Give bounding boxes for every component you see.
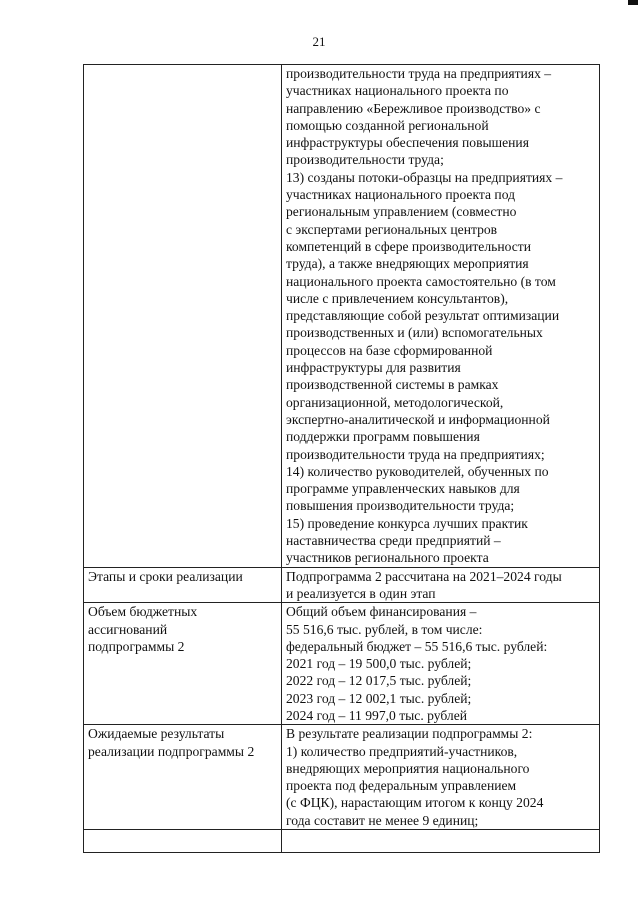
content-line: производственной системы в рамках (286, 377, 499, 393)
content-line: 2023 год – 12 002,1 тыс. рублей; (286, 690, 472, 706)
content-line: производительности труда на предприятиях – (286, 66, 552, 81)
content-line: 2021 год – 19 500,0 тыс. рублей; (286, 656, 472, 672)
content-line: помощью созданной региональной (286, 117, 489, 133)
row-content-cell (282, 725, 600, 830)
content-line: производительности труда на предприятиях; (286, 446, 545, 462)
content-line: федеральный бюджет – 55 516,6 тыс. рублей: (286, 638, 548, 654)
continuation-cell (282, 830, 600, 853)
content-line: наставничества среди предприятий – (286, 533, 501, 549)
label-line: реализации подпрограммы 2 (88, 743, 255, 759)
content-line: и реализуется в один этап (286, 585, 436, 601)
content-line: участников регионального проекта (286, 550, 489, 566)
table-row (84, 65, 600, 568)
content-line: числе с привлечением консультантов), (286, 290, 509, 306)
content-line: проекта под федеральным управлением (286, 778, 517, 794)
content-line: внедряющих мероприятия национального (286, 760, 530, 776)
content-line: 2022 год – 12 017,5 тыс. рублей; (286, 673, 472, 689)
content-line: повышения производительности труда; (286, 498, 515, 514)
content-line: участниках национального проекта по (286, 83, 509, 99)
label-line: ассигнований (88, 621, 168, 637)
content-line: процессов на базе сформированной (286, 342, 493, 358)
label-line: подпрограммы 2 (88, 638, 185, 654)
table-row (84, 567, 600, 603)
content-line: В результате реализации подпрограммы 2: (286, 726, 533, 742)
content-line: 15) проведение конкурса лучших практик (286, 515, 528, 531)
content-line: участниках национального проекта под (286, 187, 516, 203)
row-content-cell (282, 603, 600, 725)
content-line: 2024 год – 11 997,0 тыс. рублей (286, 707, 468, 723)
label-line: Этапы и сроки реализации (88, 568, 243, 584)
content-line: национального проекта самостоятельно (в том (286, 273, 556, 289)
content-line: года составит не менее 9 единиц; (286, 812, 479, 828)
content-line: с экспертами региональных центров (286, 221, 498, 237)
table-row (84, 603, 600, 725)
label-line: Объем бюджетных (88, 604, 198, 620)
label-line: Ожидаемые результаты (88, 726, 225, 742)
content-line: 55 516,6 тыс. рублей, в том числе: (286, 621, 483, 637)
content-line: компетенций в сфере производительности (286, 238, 531, 254)
content-line: Подпрограмма 2 рассчитана на 2021–2024 годы (286, 568, 562, 584)
scan-corner-mark (628, 0, 638, 5)
row-label-cell (84, 725, 282, 830)
content-line: инфраструктуры для развития (286, 360, 461, 376)
content-line: программе управленческих навыков для (286, 481, 520, 497)
table-row (84, 725, 600, 830)
content-line: производственных и (или) вспомогательных (286, 325, 543, 341)
content-line: поддержки программ повышения (286, 429, 480, 445)
content-line: 1) количество предприятий-участников, (286, 743, 518, 759)
content-line: региональным управлением (совместно (286, 204, 517, 220)
table-continuation (84, 830, 600, 853)
content-line: (с ФЦК), нарастающим итогом к концу 2024 (286, 795, 544, 811)
content-line: Общий объем финансирования – (286, 604, 477, 620)
row-content-cell (282, 567, 600, 603)
content-line: 13) созданы потоки-образцы на предприятиях – (286, 169, 563, 185)
content-line: производительности труда; (286, 152, 444, 168)
row-label-cell (84, 567, 282, 603)
content-line: представляющие собой результат оптимизации (286, 308, 560, 324)
content-line: труда), а также внедряющих мероприятия (286, 256, 529, 272)
passport-table (83, 64, 600, 853)
content-line: 14) количество руководителей, обученных по (286, 463, 549, 479)
continuation-cell (84, 830, 282, 853)
row-content-cell (282, 65, 600, 568)
content-line: организационной, методологической, (286, 394, 504, 410)
content-line: экспертно-аналитической и информационной (286, 411, 550, 427)
content-line: направлению «Бережливое производство» с (286, 100, 541, 116)
page-number: 21 (312, 34, 326, 49)
content-line: инфраструктуры обеспечения повышения (286, 135, 529, 151)
row-label-cell (84, 65, 282, 568)
row-label-cell (84, 603, 282, 725)
